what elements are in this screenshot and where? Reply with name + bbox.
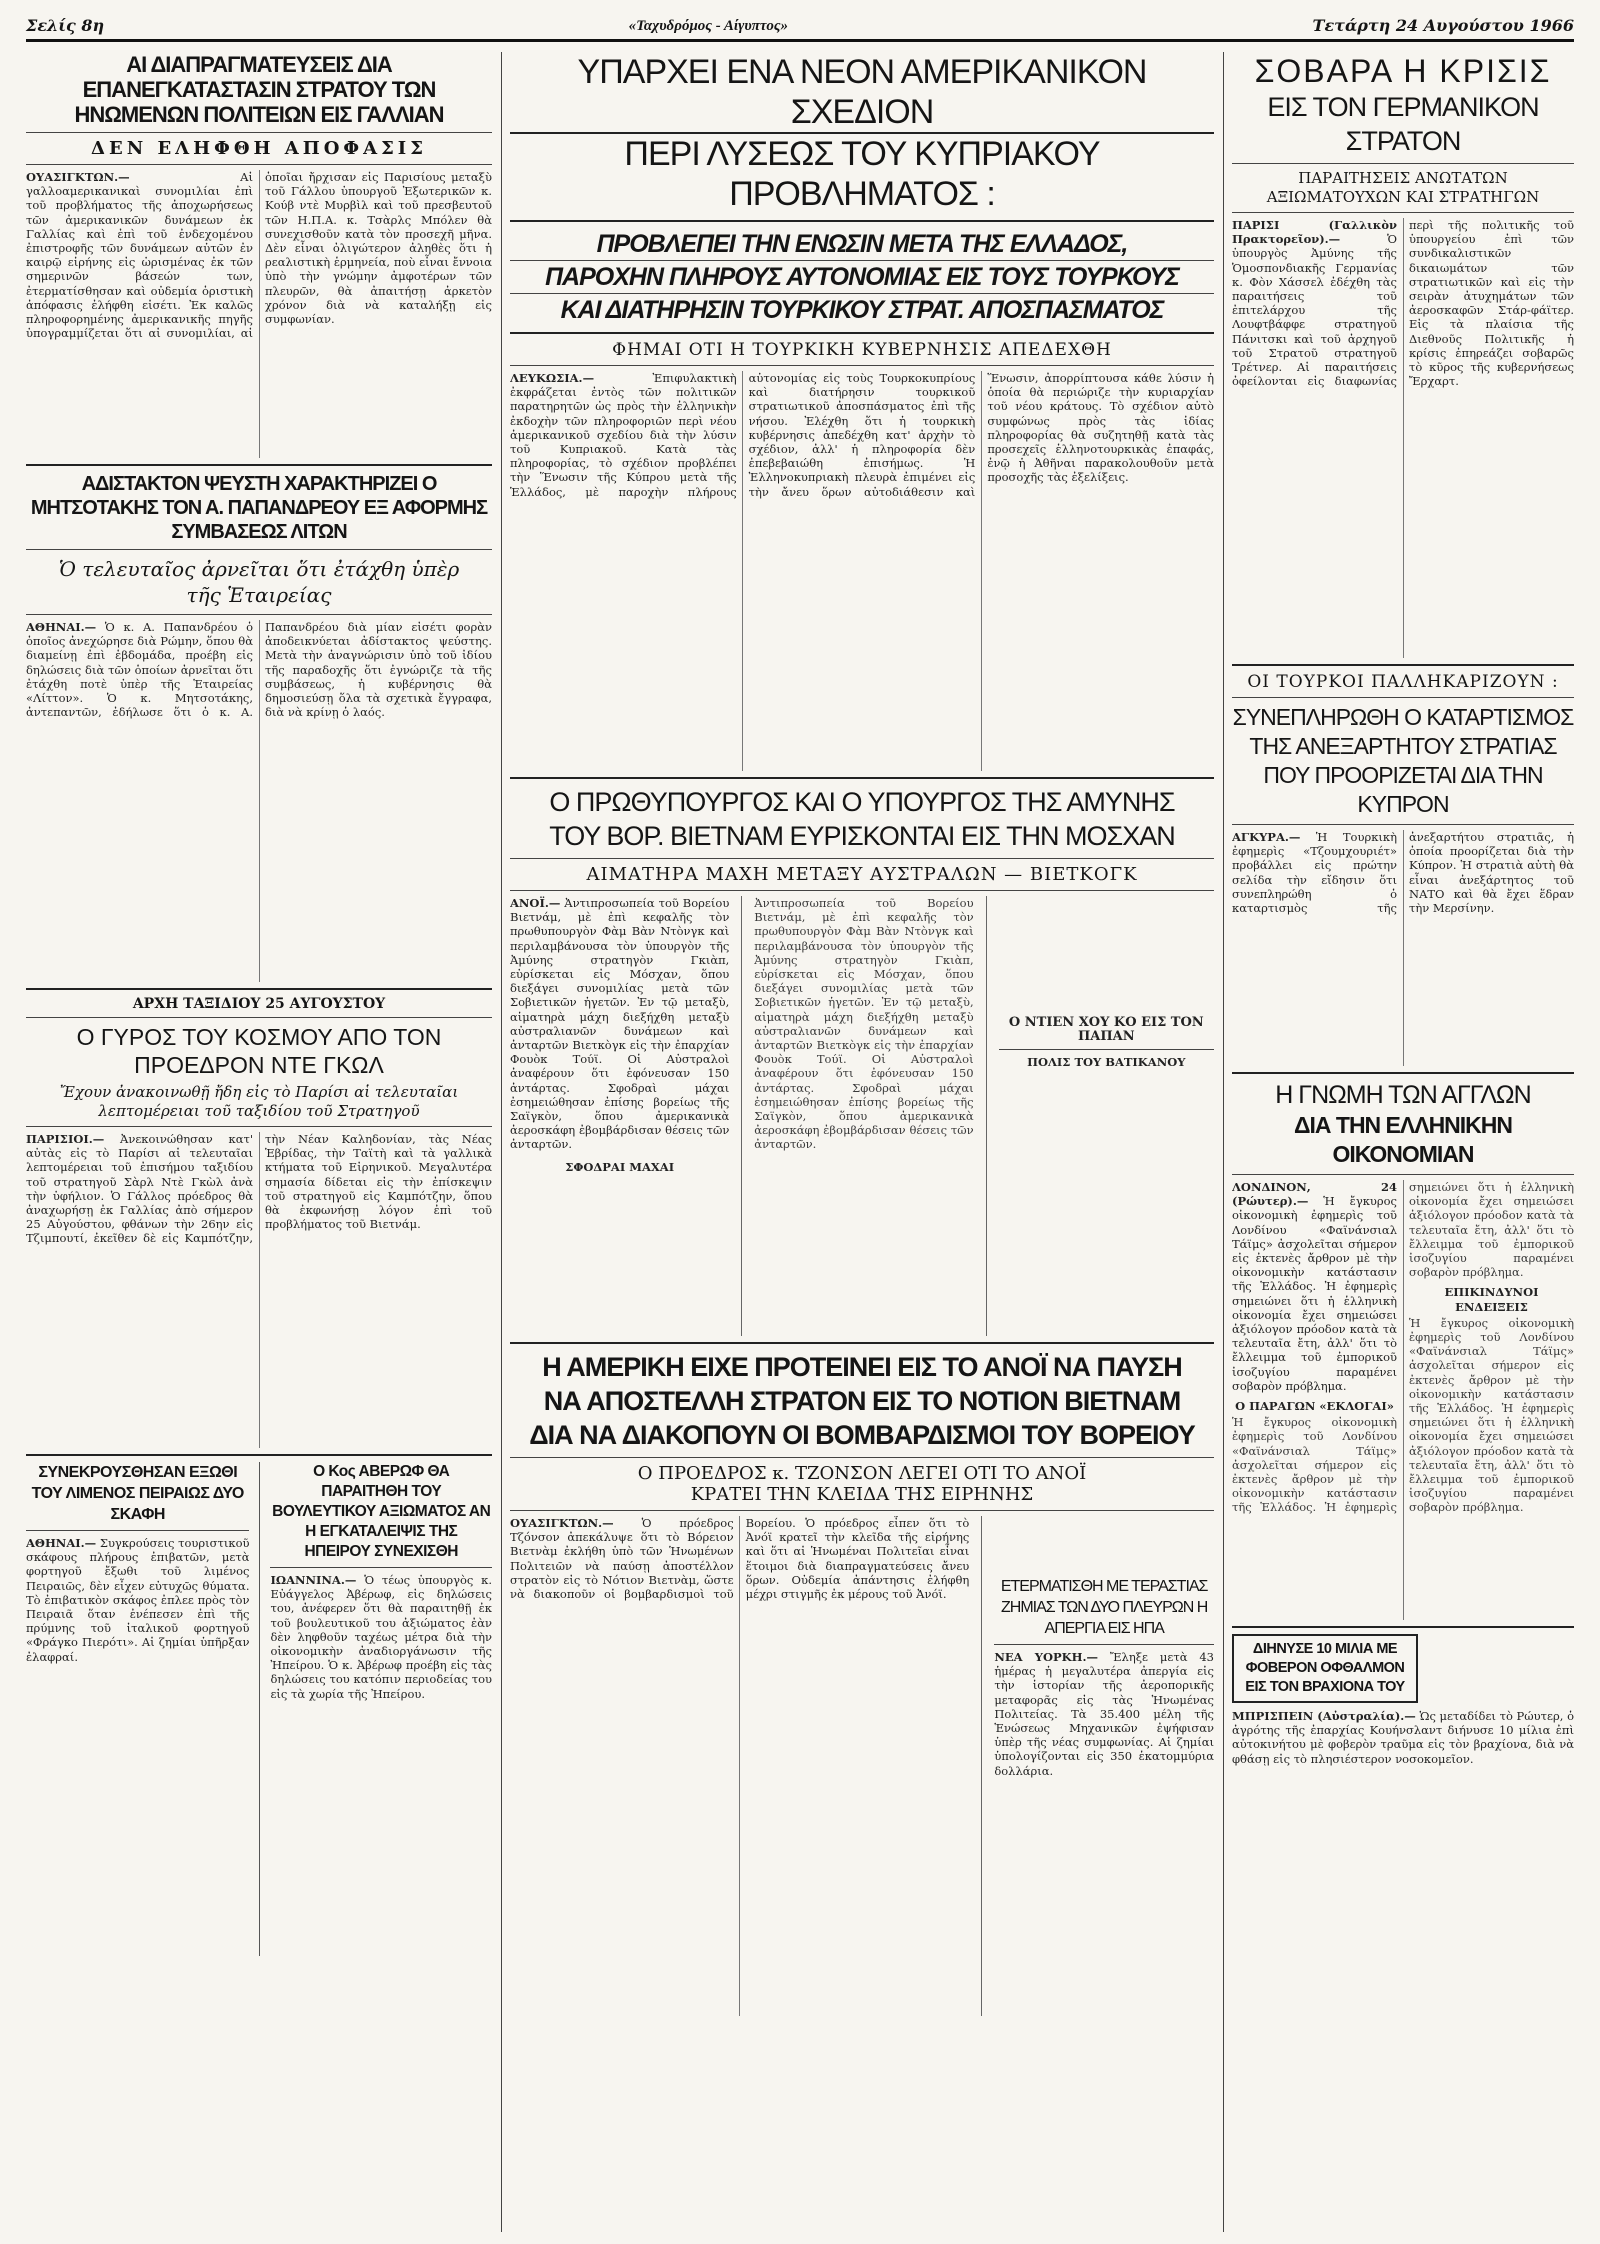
article-text: Ἡ ἔγκυρος οἰκονομικὴ ἐφημερὶς τοῦ Λονδίνου «Φαϊνάνσιαλ Τάϊμς» ἀσχολεῖται σήμερον εἰς ἐκτενὲς ἄρθρον μὲ τὴν οἰκονομικὴν κατάστασιν τῆς Ἑλλάδος. Ἡ ἐφημερὶς σημειώνει ὅτι ἡ ἑλληνικὴ οἰκονομία ἔχει σημειώσει ἀξιόλογον πρόοδον κατὰ τὰ τελευταῖα ἔτη, ἀλλ' ὅτι τὸ ἔλλειμμα τοῦ ἐμπορικοῦ ἰσοζυγίου παραμένει σοβαρὸν πρόβλημα. [1232,1180,1574,1515]
article-british-opinion [1232,1080,1574,1620]
deck: ΠΡΟΒΛΕΠΕΙ ΤΗΝ ΕΝΩΣΙΝ ΜΕΤΑ ΤΗΣ ΕΛΛΑΔΟΣ, [596,230,1128,258]
article-body [1232,1709,1574,1819]
article-mitsotakis [26,472,492,982]
headline: ΑΙ ΔΙΑΠΡΑΓΜΑΤΕΥΣΕΙΣ ΔΙΑ ΕΠΑΝΕΓΚΑΤΑΣΤΑΣΙΝ ΣΤΡΑΤΟΥ ΤΩΝ ΗΝΩΜΕΝΩΝ ΠΟΛΙΤΕΙΩΝ ΕΙΣ ΓΑΛΛΙΑΝ [74,52,444,127]
section-dateline: ΠΟΛΙΣ ΤΟΥ ΒΑΤΙΚΑΝΟΥ [1027,1055,1186,1070]
headline: ΕΤΕΡΜΑΤΙΣΘΗ ΜΕ ΤΕΡΑΣΤΙΑΣ ΖΗΜΙΑΣ ΤΩΝ ΔΥΟ ΠΛΕΥΡΩΝ Η ΑΠΕΡΓΙΑ ΕΙΣ ΗΠΑ [1000,1578,1208,1637]
subheadline: ΔΕΝ ΕΛΗΦΘΗ ΑΠΟΦΑΣΙΣ [91,138,427,159]
article-text: Ἀντιπροσωπεία τοῦ Βορείου Βιετνάμ, μὲ ἐπὶ κεφαλῆς τὸν πρωθυπουργὸν Φὰμ Βὰν Ντὸνγκ καὶ περιλαμβάνουσα τὸν ὑπουργὸν τῆς Ἀμύνης στρατηγὸν Γκιὰπ, εὑρίσκεται εἰς Μόσχαν, ὅπου διεξάγει συνομιλίας μετὰ τῶν Σοβιετικῶν ἡγετῶν. Ἐν τῷ μεταξὺ, αἱματηρὰ μάχη διεξήχθη μεταξὺ αὐστραλιανῶν δυνάμεων καὶ ἀνταρτῶν Βιετκὸγκ εἰς τὴν ἐπαρχίαν Φουὸκ Τούϊ. Οἱ Αὐστραλοὶ ἀναφέρουν ὅτι ἐφόνευσαν 150 ἀντάρτας. Σφοδραὶ μάχαι ἐσημειώθησαν ἐπίσης βορείως τῆς Σαϊγκὸν, ὅπου ἀμερικανικὰ ἀεροσκάφη ἐβομβάρδισαν θέσεις τῶν ἀνταρτῶν. [754,896,974,1152]
article-body [26,1536,249,1956]
article-hanoi-proposal [510,1350,1214,2016]
article-text: Ἀνεκοινώθησαν κατ' αὐτὰς εἰς τὸ Παρίσι αἱ τελευταῖαι λεπτομέρειαι τοῦ ἐπισήμου ταξιδίου τοῦ στρατηγοῦ Σὰρλ Ντὲ Γκὼλ ἀνὰ τὴν ὑφήλιον. Ὁ Γάλλος πρόεδρος θὰ ἀναχωρήσῃ ἐκ Γαλλίας ἀπὸ σήμερον 25 Αὐγούστου, φθάνων τὴν 26ην εἰς Τζιμπουτί, ἐκεῖθεν δὲ εἰς Καμπότζην, τὴν Νέαν Καληδονίαν, τὰς Νέας Ἑβρίδας, τὴν Ταϊτὴ καὶ τὰ γαλλικὰ κτήματα τοῦ Εἰρηνικοῦ. Μεγαλυτέρα σημασία δίδεται εἰς τὴν ἐπίσκεψιν τοῦ στρατηγοῦ εἰς Καμπότζην, ὅπου θὰ ἐκφωνήσῃ λόγον ἐπὶ τοῦ προβλήματος τοῦ Βιετνάμ. [26,1132,492,1246]
article-body [1232,830,1574,1066]
section-heading: ΣΦΟΔΡΑΙ ΜΑΧΑΙ [565,1159,675,1174]
kicker: ΑΡΧΗ ΤΑΞΙΔΙΟΥ 25 ΑΥΓΟΥΣΤΟΥ [132,996,386,1012]
kicker: ΟΙ ΤΟΥΡΚΟΙ ΠΑΛΛΗΚΑΡΙΖΟΥΝ : [1247,672,1559,692]
headline: ΠΕΡΙ ΛΥΣΕΩΣ ΤΟΥ ΚΥΠΡΙΑΚΟΥ ΠΡΟΒΛΗΜΑΤΟΣ : [510,132,1214,214]
dateline: ΜΠΡΙΣΠΕΙΝ (Αὐστραλία).— [1232,1709,1416,1723]
section-heading: Ο ΠΑΡΑΓΩΝ «ΕΚΛΟΓΑΙ» [1235,1399,1394,1414]
article-australia [1232,1634,1574,1819]
dateline: ΛΕΥΚΩΣΙΑ.— [510,371,595,385]
headline: ΔΙΑ ΤΗΝ ΕΛΛΗΝΙΚΗΝ ΟΙΚΟΝΟΜΙΑΝ [1293,1112,1513,1167]
headline: ΑΔΙΣΤΑΚΤΟΝ ΨΕΥΣΤΗ ΧΑΡΑΚΤΗΡΙΖΕΙ Ο ΜΗΤΣΟΤΑΚΗΣ ΤΟΝ Α. ΠΑΠΑΝΔΡΕΟΥ ΕΞ ΑΦΟΡΜΗΣ ΣΥΜΒΑΣΕΩΣ ΛΙΤΩΝ [30,473,488,543]
article-us-strike [994,1516,1214,2016]
article-body [26,170,492,458]
article-body [1232,218,1574,658]
dateline: ΝΕΑ ΥΟΡΚΗ.— [994,1650,1099,1664]
dateline: ΑΝΟΪ.— [510,896,561,910]
article-columns [510,896,1214,1336]
column-rule [501,52,502,2232]
article-body [510,1516,969,2016]
dateline: ΛΟΝΔΙΝΟΝ, 24 (Ρώυτερ).— [1232,1180,1397,1209]
newspaper-page [26,8,1574,2236]
subheadline: Ἔχουν ἀνακοινωθῇ ἤδη εἰς τὸ Παρίσι αἱ τελευταῖαι λεπτομέρειαι τοῦ ταξιδίου τοῦ Στρατηγοῦ [59,1083,459,1120]
dateline: ΟΥΑΣΙΓΚΤΩΝ.— [510,1516,614,1530]
section-heading: ΕΠΙΚΙΝΔΥΝΟΙ ΕΝΔΕΙΞΕΙΣ [1444,1285,1539,1314]
headline: ΠΟΥ ΠΡΟΟΡΙΖΕΤΑΙ ΔΙΑ ΤΗΝ ΚΥΠΡΟΝ [1263,762,1543,817]
article-turkish-army [1232,672,1574,1066]
article-text: Ἡ Τουρκικὴ ἐφημερὶς «Τζουμχουριέτ» προβάλλει εἰς πρώτην σελίδα τὴν εἴδησιν ὅτι συνεπληρώθη ὁ καταρτισμὸς τῆς ἀνεξαρτήτου στρατιᾶς, ἡ ὁποία προορίζεται διὰ τὴν Κύπρον. Ἡ στρατιὰ αὐτὴ θὰ εἶναι ἀνεξάρτητος τοῦ ΝΑΤΟ καὶ θὰ ἔχει ἕδραν τὴν Μερσίνην. [1232,830,1574,916]
article-text: Ἔληξε μετὰ 43 ἡμέρας ἡ μεγαλυτέρα ἀπεργία εἰς τὴν ἱστορίαν τῆς ἀεροπορικῆς μεταφορᾶς εἰς τὰς Ἡνωμένας Πολιτείας. Τὰ 35.400 μέλη τῆς Ἑνώσεως Μηχανικῶν ἐψήφισαν ὑπὲρ τῆς νέας συμφωνίας. Αἱ ζημίαι ὑπολογίζονται εἰς 350 ἑκατομμύρια δολλάρια. [994,1650,1214,1778]
article-body [270,1573,492,1953]
headline-box [1232,1634,1418,1703]
article-columns [510,1516,1214,2016]
column-rule [1223,52,1224,2232]
article-averoff [270,1462,492,1956]
deck: ΠΑΡΟΧΗΝ ΠΛΗΡΟΥΣ ΑΥΤΟΝΟΜΙΑΣ ΕΙΣ ΤΟΥΣ ΤΟΥΡΚΟΥΣ [510,260,1214,293]
headline: ΣΥΝΕΠΛΗΡΩΘΗ Ο ΚΑΤΑΡΤΙΣΜΟΣ [1232,704,1574,730]
column-right [1232,52,1574,2236]
headline: ΣΥΝΕΚΡΟΥΣΘΗΣΑΝ ΕΞΩΘΙ ΤΟΥ ΛΙΜΕΝΟΣ ΠΕΙΡΑΙΩΣ ΔΥΟ ΣΚΑΦΗ [31,1464,244,1523]
article-text: Αἱ γαλλοαμερικανικαὶ συνομιλίαι ἐπὶ τοῦ προβλήματος τῆς ἀποχωρήσεως τῶν ἀμερικανικῶν δυνάμεων ἐκ Γαλλίας καὶ ἐπὶ τοῦ ἐνδεχομένου ἐπιστροφῆς τῶν δυνάμεων αὐτῶν ἐν καιρῷ εἰρήνης εἰς ὡρισμένας ἐκ τῶν σημερινῶν βάσεών των, ἐτερματίσθησαν καὶ οὐδεμία ὁριστικὴ ἀπόφασις ἐλήφθη εἰσέτι. Ἐκ καλῶς πληροφορημένης ἀμερικανικῆς πηγῆς ὑπογραμμίζεται ὅτι αἱ συνομιλίαι, αἱ ὁποῖαι ἤρχισαν εἰς Παρισίους μεταξὺ τοῦ Γάλλου ὑπουργοῦ Ἐξωτερικῶν κ. Κούβ ντὲ Μυρβὶλ καὶ τοῦ πρεσβευτοῦ τῶν Η.Π.Α. κ. Τσὰρλς Μπόλεν θὰ συνεχισθοῦν κατὰ τὸν προσεχῆ μῆνα. Δὲν εἶναι ὀλιγώτερον ἀληθὲς ὅτι ἡ ρεαλιστικὴ ἑρμηνεία, ποὺ εἶναι ἔννοια ὑπὸ τὴν γνώμην ἀμφοτέρων τῶν πλευρῶν, θὰ ἀπαιτήσῃ ἀρκετὸν χρόνον διὰ νὰ καταλήξῃ εἰς συμφωνίαν. [26,170,492,341]
article-negotiations [26,52,492,458]
dateline: ΑΘΗΝΑΙ.— [26,1536,97,1550]
headline: Η ΓΝΩΜΗ ΤΩΝ ΑΓΓΛΩΝ [1275,1081,1531,1109]
article-body-continued [754,896,973,1336]
subheadline: Ο ΠΡΟΕΔΡΟΣ κ. ΤΖΟΝΣΟΝ ΛΕΓΕΙ ΟΤΙ ΤΟ ΑΝΟΪ [637,1463,1087,1484]
headline: Η ΑΜΕΡΙΚΗ ΕΙΧΕ ΠΡΟΤΕΙΝΕΙ ΕΙΣ ΤΟ ΑΝΟΪ ΝΑ ΠΑΥΣΗ [542,1352,1182,1382]
dateline: ΠΑΡΙΣΙ (Γαλλικὸν Πρακτορεῖον).— [1232,218,1397,247]
subheadline: Ὁ τελευταῖος ἀρνεῖται ὅτι ἐτάχθη ὑπὲρ τῆς Ἑταιρείας [58,557,460,607]
headline: ΤΗΣ ΑΝΕΞΑΡΤΗΤΟΥ ΣΤΡΑΤΙΑΣ [1249,733,1557,759]
article-text: Ἀντιπροσωπεία τοῦ Βορείου Βιετνάμ, μὲ ἐπὶ κεφαλῆς τὸν πρωθυπουργὸν Φὰμ Βὰν Ντὸνγκ καὶ περιλαμβάνουσα τὸν ὑπουργὸν τῆς Ἀμύνης στρατηγὸν Γκιὰπ, εὑρίσκεται εἰς Μόσχαν, ὅπου διεξάγει συνομιλίας μετὰ τῶν Σοβιετικῶν ἡγετῶν. Ἐν τῷ μεταξὺ, αἱματηρὰ μάχη διεξήχθη μεταξὺ αὐστραλιανῶν δυνάμεων καὶ ἀνταρτῶν Βιετκὸγκ εἰς τὴν ἐπαρχίαν Φουὸκ Τούϊ. Οἱ Αὐστραλοὶ ἀναφέρουν ὅτι ἐφόνευσαν 150 ἀντάρτας. Σφοδραὶ μάχαι ἐσημειώθησαν ἐπίσης βορείως τῆς Σαϊγκὸν, ὅπου ἀμερικανικὰ ἀεροσκάφη ἐβομβάρδισαν θέσεις τῶν ἀνταρτῶν. [510,896,730,1152]
headline: ΔΙΗΝΥΣΕ 10 ΜΙΛΙΑ ΜΕ ΦΟΒΕΡΟΝ ΟΦΘΑΛΜΟΝ ΕΙΣ ΤΟΝ ΒΡΑΧΙΟΝΑ ΤΟΥ [1245,1641,1405,1695]
article-body [994,1650,1214,1970]
column-center [510,52,1214,2236]
dateline: ΑΘΗΝΑΙ.— [26,620,97,634]
subheadline: ΑΙΜΑΤΗΡΑ ΜΑΧΗ ΜΕΤΑΞΥ ΑΥΣΤΡΑΛΩΝ — ΒΙΕΤΚΟΓΚ [586,864,1138,885]
page-number: Σελίς 8η [26,16,105,35]
subheadline: ΚΡΑΤΕΙ ΤΗΝ ΚΛΕΙΔΑ ΤΗΣ ΕΙΡΗΝΗΣ [690,1484,1034,1505]
article-text: Ὁ πρόεδρος Τζόνσον ἀπεκάλυψε ὅτι τὸ Βόρειον Βιετνὰμ ἐκλήθη ὑπὸ τῶν Ἡνωμένων Πολιτειῶν νὰ παύσῃ ἀποστέλλον στρατὸν εἰς τὸ Νότιον Βιετνὰμ, ὥστε νὰ διακοποῦν οἱ βομβαρδισμοὶ τοῦ Βορείου. Ὁ πρόεδρος εἶπεν ὅτι τὸ Ἀνόϊ κρατεῖ τὴν κλεῖδα τῆς εἰρήνης καὶ ὅτι αἱ Ἡνωμέναι Πολιτεῖαι εἶναι ἕτοιμοι διὰ διαπραγματεύσεις ἄνευ ὅρων. Οὐδεμία ἀπάντησις ἐλήφθη μέχρι στιγμῆς ἐκ μέρους τοῦ Ἀνόϊ. [510,1516,970,1602]
article-text: Ἐπιφυλακτικὴ ἐκφράζεται ἐντὸς τῶν πολιτικῶν παρατηρητῶν ὡς πρὸς τὴν ἑλληνικὴν ἐκδοχὴν τῶν πληροφοριῶν περὶ νέου ἀμερικανικοῦ σχεδίου διὰ τὴν λύσιν τοῦ Κυπριακοῦ. Κατὰ τὰς πληροφορίας, τὸ σχέδιον προβλέπει τὴν Ἕνωσιν τῆς Κύπρου μετὰ τῆς Ἑλλάδος, μὲ παροχὴν πλήρους αὐτονομίας εἰς τοὺς Τουρκοκυπρίους καὶ διατήρησιν τουρκικοῦ στρατιωτικοῦ ἀποσπάσματος ἐπὶ τῆς νήσου. Ἐλέχθη ὅτι ἡ τουρκικὴ κυβέρνησις ἀπεδέχθη κατ' ἀρχὴν τὸ σχέδιον, ἀλλ' ἡ πληροφορία δὲν ἐπεβεβαιώθη ἐπισήμως. Ἡ Ἑλληνοκυπριακὴ πλευρὰ ἐπιμένει εἰς τὴν ἄνευ ὅρων αὐτοδιάθεσιν καὶ Ἕνωσιν, ἀπορρίπτουσα κάθε λύσιν ἡ ὁποία θὰ περιώριζε τὴν κυριαρχίαν τοῦ νέου κράτους. Τὸ σχέδιον αὐτὸ συμφώνως πρὸς τὰς ἰδίας πληροφορίας θὰ συζητηθῇ κατὰ τὰς προσεχεῖς ἑλληνοτουρκικὰς ἐπαφάς, ἐνῷ ἡ Ἀθῆναι παρακολουθοῦν μετὰ προσοχῆς τὰς ἐξελίξεις. [510,371,1214,499]
headline: ΤΟΥ ΒΟΡ. ΒΙΕΤΝΑΜ ΕΥΡΙΣΚΟΝΤΑΙ ΕΙΣ ΤΗΝ ΜΟΣΧΑΝ [549,821,1175,851]
dateline: ΙΩΑΝΝΙΝΑ.— [270,1573,357,1587]
article-german-army [1232,52,1574,658]
article-text: Συγκρούσεις τουριστικοῦ σκάφους πλήρους ἐπιβατῶν, μετὰ φορτηγοῦ ἔξωθι τοῦ λιμένος Πειραιῶς, δὲν εἶχεν εὐτυχῶς θύματα. Τὸ ἐπιβατικὸν σκάφος ἐπλεε πρὸς τὸν Πειραιᾶ ὅταν ἐνέπεσεν ἐπὶ τῆς πρύμνης τοῦ ἰταλικοῦ φορτηγοῦ «Φράγκο Πιερότι». Αἱ ζημίαι ὑπῆρξαν ἐλαφραί. [26,1536,250,1664]
headline: ΣΟΒΑΡΑ Η ΚΡΙΣΙΣ [1254,53,1552,89]
article-vatican [999,896,1214,1336]
section-heading: Ο ΝΤΙΕΝ ΧΟΥ ΚΟ ΕΙΣ ΤΟΝ ΠΑΠΑΝ [1008,1015,1204,1045]
headline: ΔΙΑ ΝΑ ΔΙΑΚΟΠΟΥΝ ΟΙ ΒΟΜΒΑΡΔΙΣΜΟΙ ΤΟΥ ΒΟΡΕΙΟΥ [529,1420,1195,1450]
issue-date: Τετάρτη 24 Αυγούστου 1966 [1312,16,1574,35]
article-cyprus-plan [510,52,1214,771]
deck: ΚΑΙ ΔΙΑΤΗΡΗΣΙΝ ΤΟΥΡΚΙΚΟΥ ΣΤΡΑΤ. ΑΠΟΣΠΑΣΜΑΤΟΣ [510,293,1214,326]
article-body [510,371,1214,771]
subheadline: ΦΗΜΑΙ ΟΤΙ Η ΤΟΥΡΚΙΚΗ ΚΥΒΕΡΝΗΣΙΣ ΑΠΕΔΕΧΘΗ [612,340,1112,360]
article-text: Ὁ τέως ὑπουργὸς κ. Εὐάγγελος Ἀβέρωφ, εἰς δηλώσεις του, ἀνέφερεν ὅτι θὰ παραιτηθῇ ἐκ τοῦ βουλευτικοῦ του ἀξιώματος ἐὰν δὲν ληφθοῦν ταχέως μέτρα διὰ τὴν οἰκονομικὴν ἀναδιοργάνωσιν τῆς Ἠπείρου. Ὁ κ. Ἀβέρωφ προέβη εἰς τὰς δηλώσεις του κατόπιν περιοδείας του εἰς τὰ χωρία τῆς Ἠπείρου. [270,1573,492,1701]
headline: Ο ΠΡΩΘΥΠΟΥΡΓΟΣ ΚΑΙ Ο ΥΠΟΥΡΓΟΣ ΤΗΣ ΑΜΥΝΗΣ [549,787,1175,817]
article-body [26,620,492,982]
dateline: ΑΓΚΥΡΑ.— [1232,830,1301,844]
subheadline: ΠΑΡΑΙΤΗΣΕΙΣ ΑΝΩΤΑΤΩΝ ΑΞΙΩΜΑΤΟΥΧΩΝ ΚΑΙ ΣΤΡΑΤΗΓΩΝ [1266,169,1540,206]
headline: ΥΠΑΡΧΕΙ ΕΝΑ ΝΕΟΝ ΑΜΕΡΙΚΑΝΙΚΟΝ ΣΧΕΔΙΟΝ [577,53,1147,131]
article-text: Ὁ κ. Α. Παπανδρέου ὁ ὁποῖος ἀνεχώρησε διὰ Ρώμην, ὅπου θὰ διαμείνῃ ἐπὶ ἑβδομάδα, προέβη εἰς δηλώσεις διὰ τῶν ὁποίων ἀρνεῖται ὅτι ἐτάχθη ποτὲ ὑπὲρ τῆς Ἑταιρείας «Λίττον». Ὁ κ. Μητσοτάκης, ἀντεπαντῶν, ἐδήλωσε ὅτι ὁ κ. Α. Παπανδρέου διὰ μίαν εἰσέτι φορὰν ἀποδεικνύεται ἀδίστακτος ψεύστης. Μετὰ τὴν ἀναγνώρισιν ὑπὸ τοῦ ἰδίου τῆς παραδοχῆς ὅτι ἐγνώριζε τὰ τῆς συμβάσεως, ἡ κυβέρνησις θὰ δημοσιεύσῃ ὅλα τὰ σχετικὰ ἔγγραφα, διὰ νὰ κρίνῃ ὁ λαός. [26,620,492,720]
article-text: Ἡ ἔγκυρος οἰκονομικὴ ἐφημερὶς τοῦ Λονδίνου «Φαϊνάνσιαλ Τάϊμς» ἀσχολεῖται σήμερον εἰς ἐκτενὲς ἄρθρον μὲ τὴν οἰκονομικὴν κατάστασιν τῆς Ἑλλάδος. Ἡ ἐφημερὶς σημειώνει ὅτι ἡ ἑλληνικὴ οἰκονομία ἔχει σημειώσει ἀξιόλογον πρόοδον κατὰ τὰ τελευταῖα ἔτη, ἀλλ' ὅτι τὸ ἔλλειμμα τοῦ ἐμπορικοῦ ἰσοζυγίου παραμένει σοβαρὸν πρόβλημα. [1409,1315,1574,1515]
masthead [26,8,1574,42]
dateline: ΟΥΑΣΙΓΚΤΩΝ.— [26,170,130,184]
article-de-gaulle [26,996,492,1448]
article-body [1232,1180,1574,1620]
article-north-vietnam [510,785,1214,1336]
article-text: Ὡς μεταδίδει τὸ Ρώυτερ, ὁ ἀγρότης τῆς ἐπαρχίας Κουήνσλαντ διήνυσε 10 μίλια ἐπὶ αὐτοκινήτου μὲ φοβερὸν τραῦμα εἰς τὸν βραχίονα, διὰ νὰ φθάσῃ εἰς τὸ πλησιέστερον νοσοκομεῖον. [1232,1709,1574,1766]
dateline: ΠΑΡΙΣΙΟΙ.— [26,1132,105,1146]
paper-name: «Ταχυδρόμος - Αίγυπτος» [628,18,788,34]
headline: ΝΑ ΑΠΟΣΤΕΛΛΗ ΣΤΡΑΤΟΝ ΕΙΣ ΤΟ ΝΟΤΙΟΝ ΒΙΕΤΝΑΜ [543,1386,1181,1416]
headline: Ο Κος ΑΒΕΡΩΦ ΘΑ ΠΑΡΑΙΤΗΘΗ ΤΟΥ ΒΟΥΛΕΥΤΙΚΟΥ ΑΞΙΩΜΑΤΟΣ ΑΝ Η ΕΓΚΑΤΑΛΕΙΨΙΣ ΤΗΣ ΗΠΕΙΡΟΥ ΣΥΝΕΧΙΣΘΗ [272,1463,491,1560]
article-collision [26,1462,249,1956]
headline: ΕΙΣ ΤΟΝ ΓΕΡΜΑΝΙΚΟΝ ΣΤΡΑΤΟΝ [1267,92,1539,156]
column-left [26,52,492,2236]
article-body [26,1132,492,1448]
article-text: Ὁ ὑπουργὸς Ἀμύνης τῆς Ὁμοσπονδιακῆς Γερμανίας κ. Φὸν Χάσσελ ἐδέχθη τὰς παραιτήσεις τοῦ ἐπιτελάρχου τῆς Λουφτβάφφε στρατηγοῦ Πάνιτσκι καὶ τοῦ ἀρχηγοῦ τοῦ Στρατοῦ στρατηγοῦ Τρέτνερ. Αἱ παραιτήσεις ὀφείλονται εἰς διαφωνίας περὶ τῆς πολιτικῆς τοῦ ὑπουργείου ἐπὶ τῶν συνδικαλιστικῶν δικαιωμάτων τῶν στρατιωτικῶν καὶ εἰς τὴν σειρὰν ἀτυχημάτων τῶν ἀεροσκαφῶν Στάρ-φάϊτερ. Εἰς τὰ πλαίσια τῆς Διεθνοῦς Πολιτικῆς ἡ κρίσις ἐπηρεάζει σοβαρῶς τὸ κῦρος τῆς κυβερνήσεως Ἔρχαρτ. [1232,218,1574,389]
article-text: Ἡ ἔγκυρος οἰκονομικὴ ἐφημερὶς τοῦ Λονδίνου «Φαϊνάνσιαλ Τάϊμς» ἀσχολεῖται σήμερον εἰς ἐκτενὲς ἄρθρον μὲ τὴν οἰκονομικὴν κατάστασιν τῆς Ἑλλάδος. Ἡ ἐφημερὶς σημειώνει ὅτι ἡ ἑλληνικὴ οἰκονομία ἔχει σημειώσει ἀξιόλογον πρόοδον κατὰ τὰ τελευταῖα ἔτη, ἀλλ' ὅτι τὸ ἔλλειμμα τοῦ ἐμπορικοῦ ἰσοζυγίου παραμένει σοβαρὸν πρόβλημα. [1232,1194,1397,1393]
bottom-left-row [26,1462,492,1956]
article-body [510,896,729,1336]
headline: Ο ΓΥΡΟΣ ΤΟΥ ΚΟΣΜΟΥ ΑΠΟ ΤΟΝ ΠΡΟΕΔΡΟΝ ΝΤΕ ΓΚΩΛ [76,1024,442,1078]
